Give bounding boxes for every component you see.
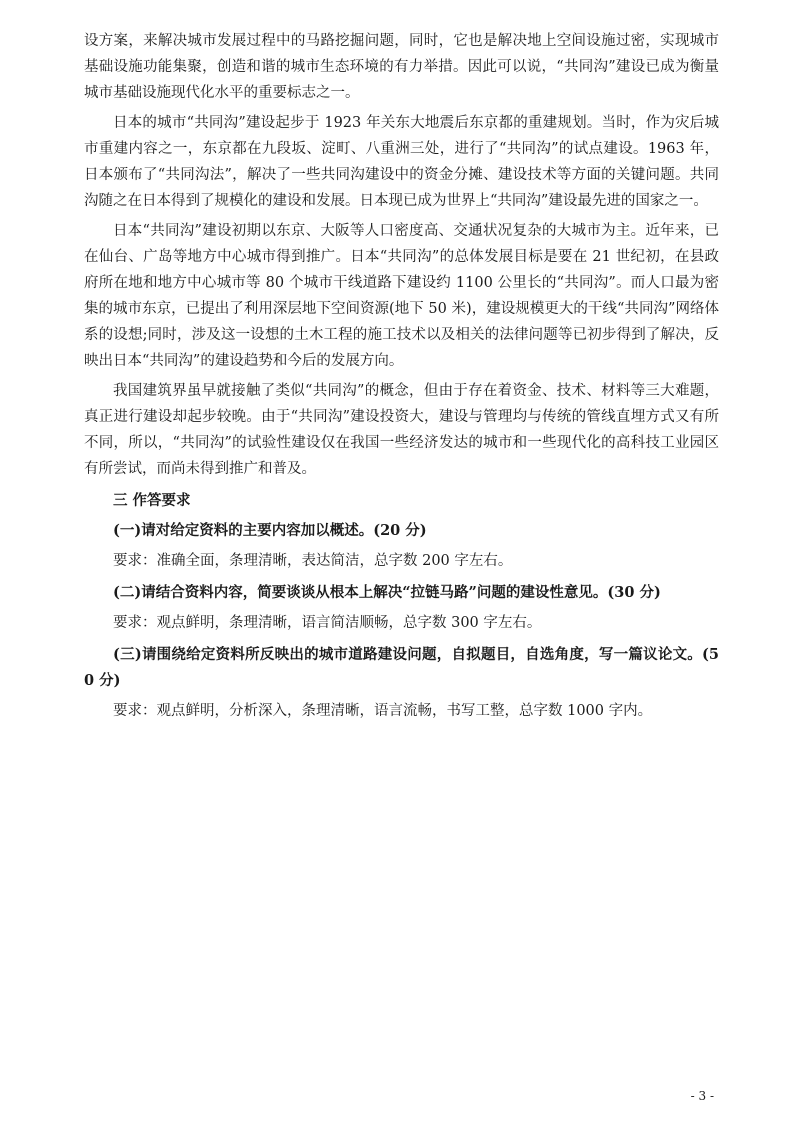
paragraph-japan-development: 日本“共同沟”建设初期以东京、大阪等人口密度高、交通状况复杂的大城市为主。近年来，已在仙台、广岛等地方中心城市得到推广。日本“共同沟”的总体发展目标是要在 21 世纪初，在县政府所在地和地方中心城市等 80 个城市干线道路下建设约 1100 公里长的“共同沟”。而人口最为密集的城市东京，已提出了利用深层地下空间资源(地下 50 米)，建设规模更大的干线“共同沟”网络体系的设想;同时，涉及这一设想的土木工程的施工技术以及相关的法律问题等已初步得到了解决，反映出日本“共同沟”的建设趋势和今后的发展方向。	[84, 223, 719, 369]
paragraph-china-status: 我国建筑界虽早就接触了类似“共同沟”的概念，但由于存在着资金、技术、材料等三大难题，真正进行建设却起步较晚。由于“共同沟”建设投资大，建设与管理均与传统的管线直埋方式又有所不同，所以，“共同沟”的试验性建设仅在我国一些经济发达的城市和一些现代化的高科技工业园区有所尝试，而尚未得到推广和普及。	[84, 383, 719, 477]
question-2-title: (二)请结合资料内容，简要谈谈从根本上解决“拉链马路”问题的建设性意见。(30 分)	[113, 584, 661, 601]
paragraph-continuation: 设方案，来解决城市发展过程中的马路挖掘问题，同时，它也是解决地上空间设施过密，实现城市基础设施功能集聚，创造和谐的城市生态环境的有力举措。因此可以说，“共同沟”建设已成为衡量城市基础设施现代化水平的重要标志之一。	[84, 33, 719, 101]
page-number: - 3 -	[690, 1089, 714, 1103]
section-heading: 三 作答要求	[113, 492, 191, 509]
paragraph-japan-history: 日本的城市“共同沟”建设起步于 1923 年关东大地震后东京都的重建规划。当时，作为灾后城市重建内容之一，东京都在九段坂、淀町、八重洲三处，进行了“共同沟”的试点建设。1963 年，日本颁布了“共同沟法”，解决了一些共同沟建设中的资金分摊、建设技术等方面的关键问题。共同沟随之在日本得到了规模化的建设和发展。日本现已成为世界上“共同沟”建设最先进的国家之一。	[84, 115, 719, 209]
question-3-requirement: 要求：观点鲜明，分析深入，条理清晰，语言流畅，书写工整，总字数 1000 字内。	[113, 703, 653, 719]
question-3-title: (三)请围绕给定资料所反映出的城市道路建设问题，自拟题目，自选角度，写一篇议论文。(50 分)	[84, 646, 719, 689]
document-page	[84, 28, 719, 730]
question-2-requirement: 要求：观点鲜明，条理清晰，语言简洁顺畅，总字数 300 字左右。	[113, 615, 542, 631]
question-1-title: (一)请对给定资料的主要内容加以概述。(20 分)	[113, 522, 427, 539]
question-1-requirement: 要求：准确全面，条理清晰，表达简洁，总字数 200 字左右。	[113, 553, 513, 569]
